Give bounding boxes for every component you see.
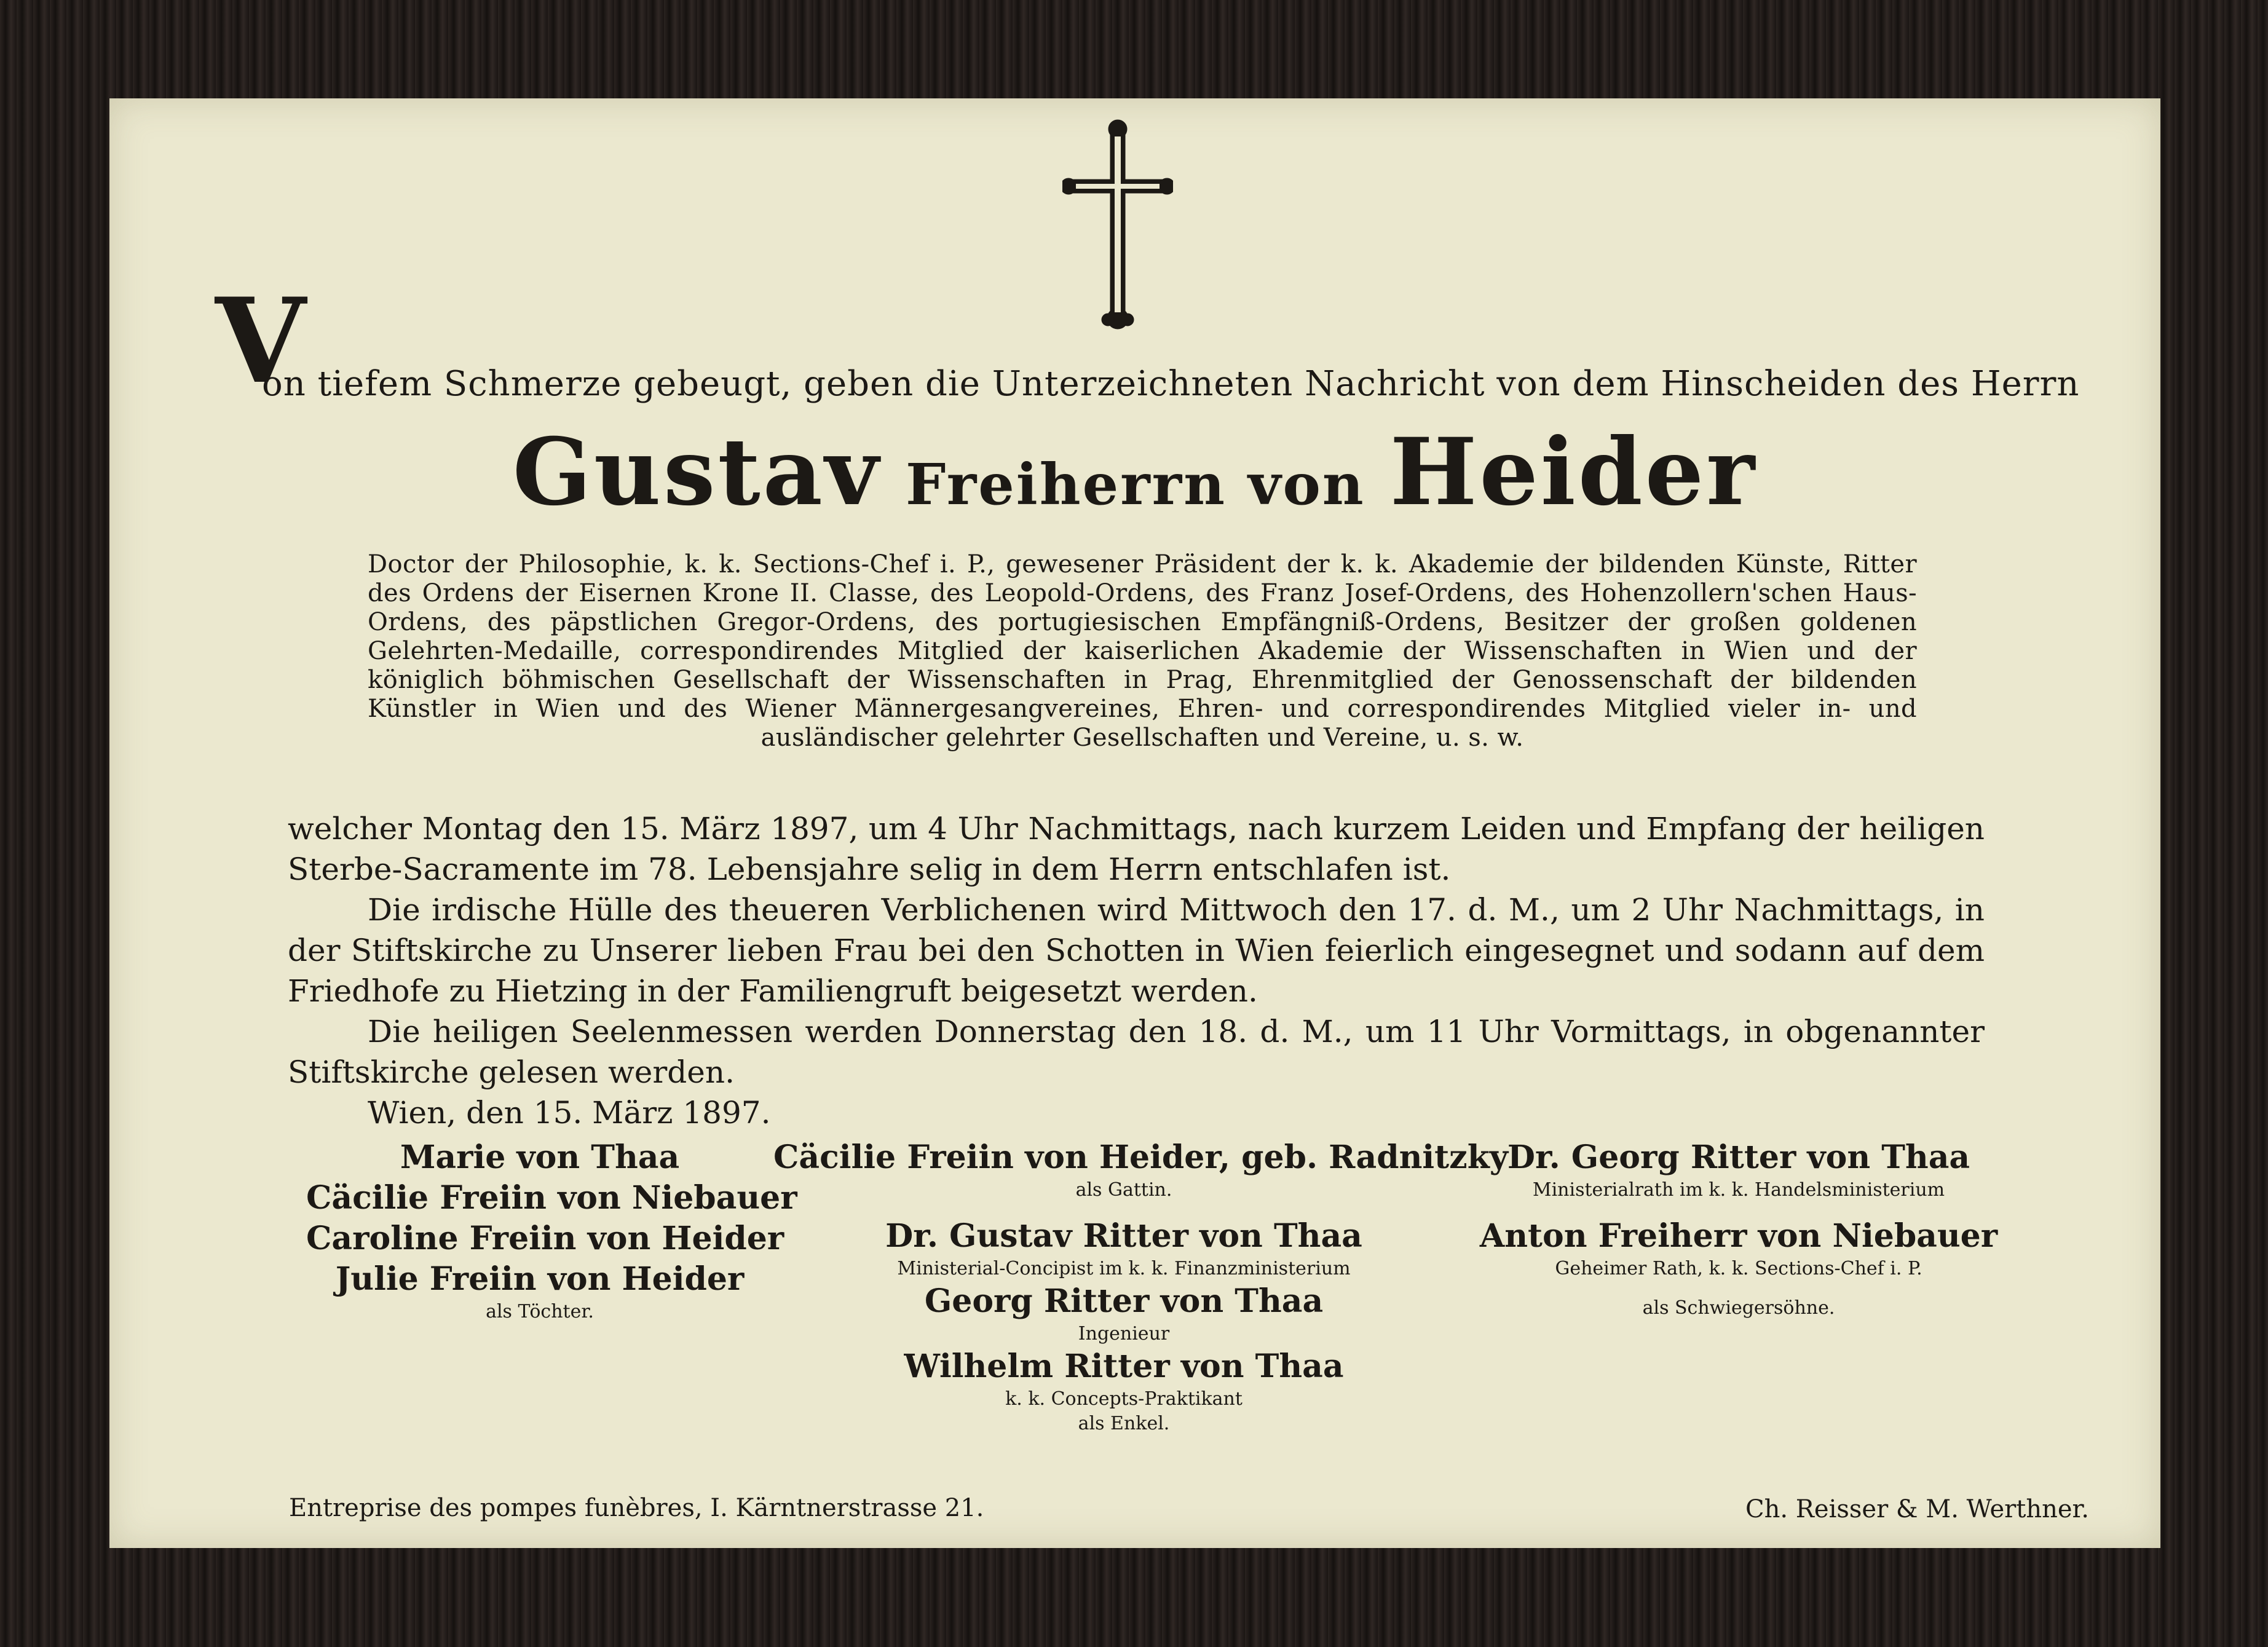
requiem-details: Die heiligen Seelenmessen werden Donnerstag den 18. d. M., um 11 Uhr Vormittags, in obgenannter Stiftskirche gelesen werden. (288, 1014, 1985, 1090)
signatory-name: Julie Freiin von Heider (335, 1260, 745, 1298)
decorated-initial: V (215, 272, 306, 409)
cross-icon (1062, 118, 1173, 339)
signatory-name: Dr. Georg Ritter von Thaa (1507, 1139, 1970, 1176)
deceased-title: Freiherrn von (906, 451, 1365, 518)
signatory-name: Marie von Thaa (400, 1139, 680, 1176)
printer-imprint: Ch. Reisser & M. Werthner. (1745, 1495, 2089, 1523)
death-announcement: welcher Montag den 15. März 1897, um 4 Uhr Nachmittags, nach kurzem Leiden und Empfang der heiligen Sterbe-Sacramente im 78. Lebensjahre selig in dem Herrn entschlafen ist. (288, 811, 1985, 887)
intro-sentence: on tiefem Schmerze gebeugt, geben die Unterzeichneten Nachricht von dem Hinscheiden des Herrn (262, 364, 2080, 404)
signatory-relation: als Schwiegersöhne. (1642, 1297, 1835, 1319)
signatory-occupation: Ingenieur (1078, 1323, 1170, 1345)
signatory-occupation: Ministerial-Concipist im k. k. Finanzministerium (897, 1258, 1351, 1279)
signatory-name: Dr. Gustav Ritter von Thaa (885, 1217, 1362, 1255)
signatory-name: Anton Freiherr von Niebauer (1479, 1217, 1998, 1255)
signatory-relation: als Gattin. (1075, 1179, 1172, 1201)
signatory-name: Georg Ritter von Thaa (924, 1282, 1324, 1320)
deceased-first-name: Gustav (512, 418, 882, 526)
funeral-details: Die irdische Hülle des theueren Verblichenen wird Mittwoch den 17. d. M., um 2 Uhr Nachmittags, in der Stiftskirche zu Unserer lieben Frau bei den Schotten in Wien feierlich eingesegnet und sodann auf dem Friedhofe zu Hietzing in der Familiengruft beigesetzt werden. (288, 892, 1985, 1009)
signatory-name: Caroline Freiin von Heider (306, 1220, 784, 1257)
signatory-occupation: k. k. Concepts-Praktikant (1005, 1388, 1243, 1410)
notice-body (288, 808, 1985, 1133)
signatory-occupation: Geheimer Rath, k. k. Sections-Chef i. P. (1555, 1258, 1922, 1279)
place-date: Wien, den 15. März 1897. (368, 1095, 771, 1131)
deceased-name (109, 418, 2160, 526)
death-notice-card (109, 98, 2160, 1548)
deceased-last-name: Heider (1389, 418, 1758, 526)
signatory-relation: als Enkel. (1078, 1413, 1170, 1434)
signatories-sons-in-law (1462, 1137, 2015, 1321)
signatories-daughters (306, 1137, 797, 1324)
honours-list: Doctor der Philosophie, k. k. Sections-Chef i. P., gewesener Präsident der k. k. Akademie der bildenden Künste, Ritter des Ordens der Eisernen Krone II. Classe, des Leopold-Ordens, des Franz Josef-Ordens, des Hohenzollern'schen Haus-Ordens, des päpstlichen Gregor-Ordens, des portugiesischen Empfängniß-Ordens, Besitzer der großen goldenen Gelehrten-Medaille, correspondirendes Mitglied der kaiserlichen Akademie der Wissenschaften in Wien und der königlich böhmischen Gesellschaft der Wissenschaften in Prag, Ehrenmitglied der Genossenschaft der bildenden Künstler in Wien und des Wiener Männergesangvereines, Ehren- und correspondirendes Mitglied vieler in- und ausländischer gelehrter Gesellschaften und Vereine, u. s. w. (368, 550, 1917, 752)
signatories-widow-grandsons (773, 1137, 1508, 1436)
signatory-name: Cäcilie Freiin von Heider, geb. Radnitzky (773, 1139, 1508, 1176)
signatory-occupation: Ministerialrath im k. k. Handelsministerium (1532, 1179, 1945, 1201)
signatory-name: Wilhelm Ritter von Thaa (904, 1348, 1344, 1385)
signatory-relation: als Töchter. (486, 1301, 594, 1322)
undertaker-imprint: Entreprise des pompes funèbres, I. Kärntnerstrasse 21. (289, 1494, 984, 1522)
signatory-name: Cäcilie Freiin von Niebauer (306, 1179, 797, 1217)
